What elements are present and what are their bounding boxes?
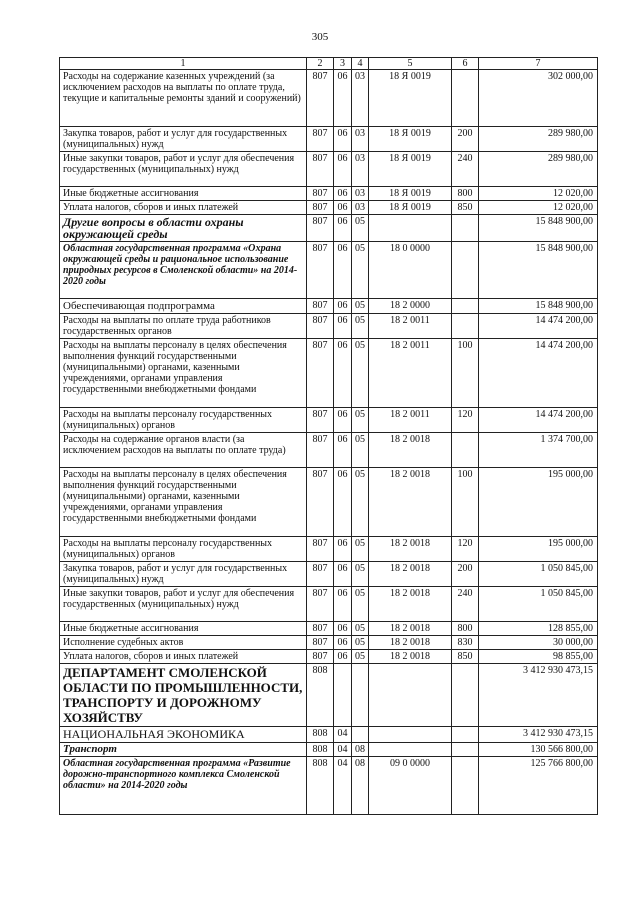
row-subsection-code: 05 [352, 636, 369, 650]
table-row [60, 187, 598, 201]
row-subsection-code: 05 [352, 468, 369, 537]
row-name: НАЦИОНАЛЬНАЯ ЭКОНОМИКА [60, 727, 307, 743]
row-expense-type [452, 299, 479, 314]
row-target-code: 18 2 0000 [369, 299, 452, 314]
row-name: Уплата налогов, сборов и иных платежей [60, 650, 307, 664]
row-name: Расходы на выплаты персоналу в целях обеспечения выполнения функций государственными (муниципальными) органами, казенными учреждениями, органами управления государственными внебюджетными фондами [60, 339, 307, 408]
row-amount: 130 566 800,00 [479, 743, 598, 757]
row-target-code [369, 727, 452, 743]
row-expense-type: 240 [452, 587, 479, 622]
row-subsection-code: 03 [352, 127, 369, 152]
table-row [60, 152, 598, 187]
table-row [60, 636, 598, 650]
row-expense-type: 800 [452, 187, 479, 201]
row-ministry-code: 807 [307, 408, 334, 433]
row-section-code: 06 [334, 242, 352, 299]
row-section-code [334, 664, 352, 727]
row-expense-type: 120 [452, 537, 479, 562]
row-ministry-code: 807 [307, 339, 334, 408]
column-header: 1 [60, 58, 307, 70]
row-expense-type: 100 [452, 339, 479, 408]
row-amount: 98 855,00 [479, 650, 598, 664]
row-ministry-code: 807 [307, 127, 334, 152]
row-name: Уплата налогов, сборов и иных платежей [60, 201, 307, 215]
row-expense-type: 800 [452, 622, 479, 636]
row-expense-type [452, 757, 479, 815]
row-expense-type [452, 314, 479, 339]
table-row [60, 468, 598, 537]
row-amount: 1 050 845,00 [479, 562, 598, 587]
row-ministry-code: 807 [307, 314, 334, 339]
row-ministry-code: 808 [307, 727, 334, 743]
row-name: Расходы на содержание казенных учреждений (за исключением расходов на выплаты по оплате труда, текущие и капитальные ремонты зданий и сооружений) [60, 70, 307, 127]
table-row [60, 314, 598, 339]
row-ministry-code: 807 [307, 562, 334, 587]
row-name: Областная государственная программа «Охрана окружающей среды и рациональное использование природных ресурсов в Смоленской области» на 2014-2020 годы [60, 242, 307, 299]
row-target-code [369, 743, 452, 757]
row-target-code: 18 Я 0019 [369, 187, 452, 201]
row-section-code: 06 [334, 587, 352, 622]
row-section-code: 06 [334, 314, 352, 339]
row-amount: 14 474 200,00 [479, 314, 598, 339]
row-amount: 125 766 800,00 [479, 757, 598, 815]
row-ministry-code: 808 [307, 664, 334, 727]
row-subsection-code: 03 [352, 70, 369, 127]
table-row [60, 70, 598, 127]
row-expense-type [452, 433, 479, 468]
row-section-code: 06 [334, 152, 352, 187]
row-amount: 14 474 200,00 [479, 408, 598, 433]
row-section-code: 04 [334, 727, 352, 743]
row-target-code: 18 2 0018 [369, 636, 452, 650]
row-expense-type: 120 [452, 408, 479, 433]
column-header: 2 [307, 58, 334, 70]
row-amount: 195 000,00 [479, 468, 598, 537]
row-amount: 1 374 700,00 [479, 433, 598, 468]
row-name: Иные бюджетные ассигнования [60, 187, 307, 201]
row-target-code: 18 2 0018 [369, 562, 452, 587]
table-row [60, 433, 598, 468]
row-target-code: 18 2 0011 [369, 339, 452, 408]
row-expense-type: 100 [452, 468, 479, 537]
row-section-code: 06 [334, 433, 352, 468]
row-subsection-code: 08 [352, 743, 369, 757]
row-amount: 30 000,00 [479, 636, 598, 650]
table-header-row [60, 58, 598, 70]
row-amount: 12 020,00 [479, 187, 598, 201]
row-target-code: 18 2 0011 [369, 314, 452, 339]
row-subsection-code: 03 [352, 187, 369, 201]
table-row [60, 299, 598, 314]
table-row [60, 201, 598, 215]
row-ministry-code: 807 [307, 187, 334, 201]
row-subsection-code: 05 [352, 215, 369, 242]
row-section-code: 06 [334, 537, 352, 562]
row-name: Закупка товаров, работ и услуг для государственных (муниципальных) нужд [60, 127, 307, 152]
row-name: Исполнение судебных актов [60, 636, 307, 650]
row-expense-type [452, 743, 479, 757]
row-ministry-code: 807 [307, 468, 334, 537]
row-section-code: 04 [334, 743, 352, 757]
row-amount: 1 050 845,00 [479, 587, 598, 622]
row-expense-type: 200 [452, 127, 479, 152]
row-target-code: 18 2 0018 [369, 537, 452, 562]
table-row [60, 757, 598, 815]
row-target-code: 18 Я 0019 [369, 201, 452, 215]
row-section-code: 06 [334, 339, 352, 408]
page-number: 305 [311, 31, 329, 43]
row-expense-type [452, 242, 479, 299]
row-subsection-code: 03 [352, 152, 369, 187]
row-section-code: 06 [334, 408, 352, 433]
row-amount: 14 474 200,00 [479, 339, 598, 408]
row-name: Закупка товаров, работ и услуг для государственных (муниципальных) нужд [60, 562, 307, 587]
row-subsection-code: 05 [352, 299, 369, 314]
row-ministry-code: 807 [307, 201, 334, 215]
row-ministry-code: 807 [307, 622, 334, 636]
row-section-code: 06 [334, 636, 352, 650]
row-subsection-code: 05 [352, 314, 369, 339]
row-amount: 195 000,00 [479, 537, 598, 562]
row-ministry-code: 807 [307, 299, 334, 314]
row-section-code: 06 [334, 201, 352, 215]
row-amount: 302 000,00 [479, 70, 598, 127]
row-subsection-code: 05 [352, 339, 369, 408]
row-amount: 15 848 900,00 [479, 215, 598, 242]
row-expense-type [452, 70, 479, 127]
row-ministry-code: 807 [307, 650, 334, 664]
table-row [60, 408, 598, 433]
row-ministry-code: 807 [307, 70, 334, 127]
row-subsection-code: 05 [352, 622, 369, 636]
row-target-code: 09 0 0000 [369, 757, 452, 815]
row-amount: 3 412 930 473,15 [479, 727, 598, 743]
row-expense-type: 850 [452, 650, 479, 664]
row-section-code: 06 [334, 215, 352, 242]
row-amount: 3 412 930 473,15 [479, 664, 598, 727]
row-ministry-code: 807 [307, 215, 334, 242]
row-target-code [369, 664, 452, 727]
row-section-code: 06 [334, 622, 352, 636]
row-ministry-code: 807 [307, 242, 334, 299]
table-row [60, 339, 598, 408]
column-header: 5 [369, 58, 452, 70]
row-name: Расходы на выплаты персоналу государственных (муниципальных) органов [60, 537, 307, 562]
row-name: Обеспечивающая подпрограмма [60, 299, 307, 314]
row-expense-type: 240 [452, 152, 479, 187]
table-row [60, 727, 598, 743]
row-subsection-code [352, 727, 369, 743]
row-amount: 15 848 900,00 [479, 242, 598, 299]
row-name: Другие вопросы в области охраны окружающей среды [60, 215, 307, 242]
row-section-code: 04 [334, 757, 352, 815]
row-section-code: 06 [334, 562, 352, 587]
row-target-code [369, 215, 452, 242]
row-name: ДЕПАРТАМЕНТ СМОЛЕНСКОЙ ОБЛАСТИ ПО ПРОМЫШЛЕННОСТИ, ТРАНСПОРТУ И ДОРОЖНОМУ ХОЗЯЙСТВУ [60, 664, 307, 727]
row-name: Иные бюджетные ассигнования [60, 622, 307, 636]
row-expense-type [452, 215, 479, 242]
row-ministry-code: 807 [307, 152, 334, 187]
row-ministry-code: 808 [307, 757, 334, 815]
row-section-code: 06 [334, 468, 352, 537]
row-amount: 289 980,00 [479, 127, 598, 152]
table-row [60, 537, 598, 562]
column-header: 7 [479, 58, 598, 70]
row-target-code: 18 2 0018 [369, 622, 452, 636]
row-subsection-code: 05 [352, 587, 369, 622]
row-subsection-code: 03 [352, 201, 369, 215]
row-ministry-code: 807 [307, 433, 334, 468]
row-name: Транспорт [60, 743, 307, 757]
column-header: 4 [352, 58, 369, 70]
table-row [60, 622, 598, 636]
row-target-code: 18 2 0018 [369, 650, 452, 664]
row-section-code: 06 [334, 299, 352, 314]
row-target-code: 18 Я 0019 [369, 127, 452, 152]
row-amount: 12 020,00 [479, 201, 598, 215]
row-section-code: 06 [334, 127, 352, 152]
row-subsection-code: 08 [352, 757, 369, 815]
row-expense-type [452, 664, 479, 727]
row-target-code: 18 2 0018 [369, 433, 452, 468]
row-target-code: 18 0 0000 [369, 242, 452, 299]
row-ministry-code: 807 [307, 537, 334, 562]
row-amount: 15 848 900,00 [479, 299, 598, 314]
row-name: Иные закупки товаров, работ и услуг для обеспечения государственных (муниципальных) нужд [60, 152, 307, 187]
row-section-code: 06 [334, 187, 352, 201]
table-row [60, 587, 598, 622]
row-subsection-code [352, 664, 369, 727]
row-target-code: 18 Я 0019 [369, 70, 452, 127]
row-name: Расходы на содержание органов власти (за исключением расходов на выплаты по оплате труда) [60, 433, 307, 468]
row-subsection-code: 05 [352, 242, 369, 299]
row-subsection-code: 05 [352, 408, 369, 433]
row-target-code: 18 2 0011 [369, 408, 452, 433]
row-target-code: 18 Я 0019 [369, 152, 452, 187]
row-ministry-code: 807 [307, 636, 334, 650]
row-subsection-code: 05 [352, 562, 369, 587]
row-name: Расходы на выплаты персоналу в целях обеспечения выполнения функций государственными (муниципальными) органами, казенными учреждениями, органами управления государственными внебюджетными фондами [60, 468, 307, 537]
row-ministry-code: 807 [307, 587, 334, 622]
row-expense-type: 830 [452, 636, 479, 650]
row-expense-type: 200 [452, 562, 479, 587]
row-amount: 289 980,00 [479, 152, 598, 187]
table-row [60, 127, 598, 152]
row-expense-type: 850 [452, 201, 479, 215]
row-name: Расходы на выплаты персоналу государственных (муниципальных) органов [60, 408, 307, 433]
row-expense-type [452, 727, 479, 743]
row-ministry-code: 808 [307, 743, 334, 757]
row-target-code: 18 2 0018 [369, 587, 452, 622]
column-header: 3 [334, 58, 352, 70]
table-row [60, 743, 598, 757]
table-row [60, 215, 598, 242]
row-name: Расходы на выплаты по оплате труда работников государственных органов [60, 314, 307, 339]
row-name: Областная государственная программа «Развитие дорожно-транспортного комплекса Смоленской области» на 2014-2020 годы [60, 757, 307, 815]
table-row [60, 650, 598, 664]
budget-table [59, 57, 598, 815]
table-row [60, 664, 598, 727]
row-target-code: 18 2 0018 [369, 468, 452, 537]
row-subsection-code: 05 [352, 650, 369, 664]
row-subsection-code: 05 [352, 537, 369, 562]
row-name: Иные закупки товаров, работ и услуг для обеспечения государственных (муниципальных) нужд [60, 587, 307, 622]
row-amount: 128 855,00 [479, 622, 598, 636]
table-row [60, 562, 598, 587]
row-section-code: 06 [334, 650, 352, 664]
row-subsection-code: 05 [352, 433, 369, 468]
row-section-code: 06 [334, 70, 352, 127]
table-row [60, 242, 598, 299]
column-header: 6 [452, 58, 479, 70]
